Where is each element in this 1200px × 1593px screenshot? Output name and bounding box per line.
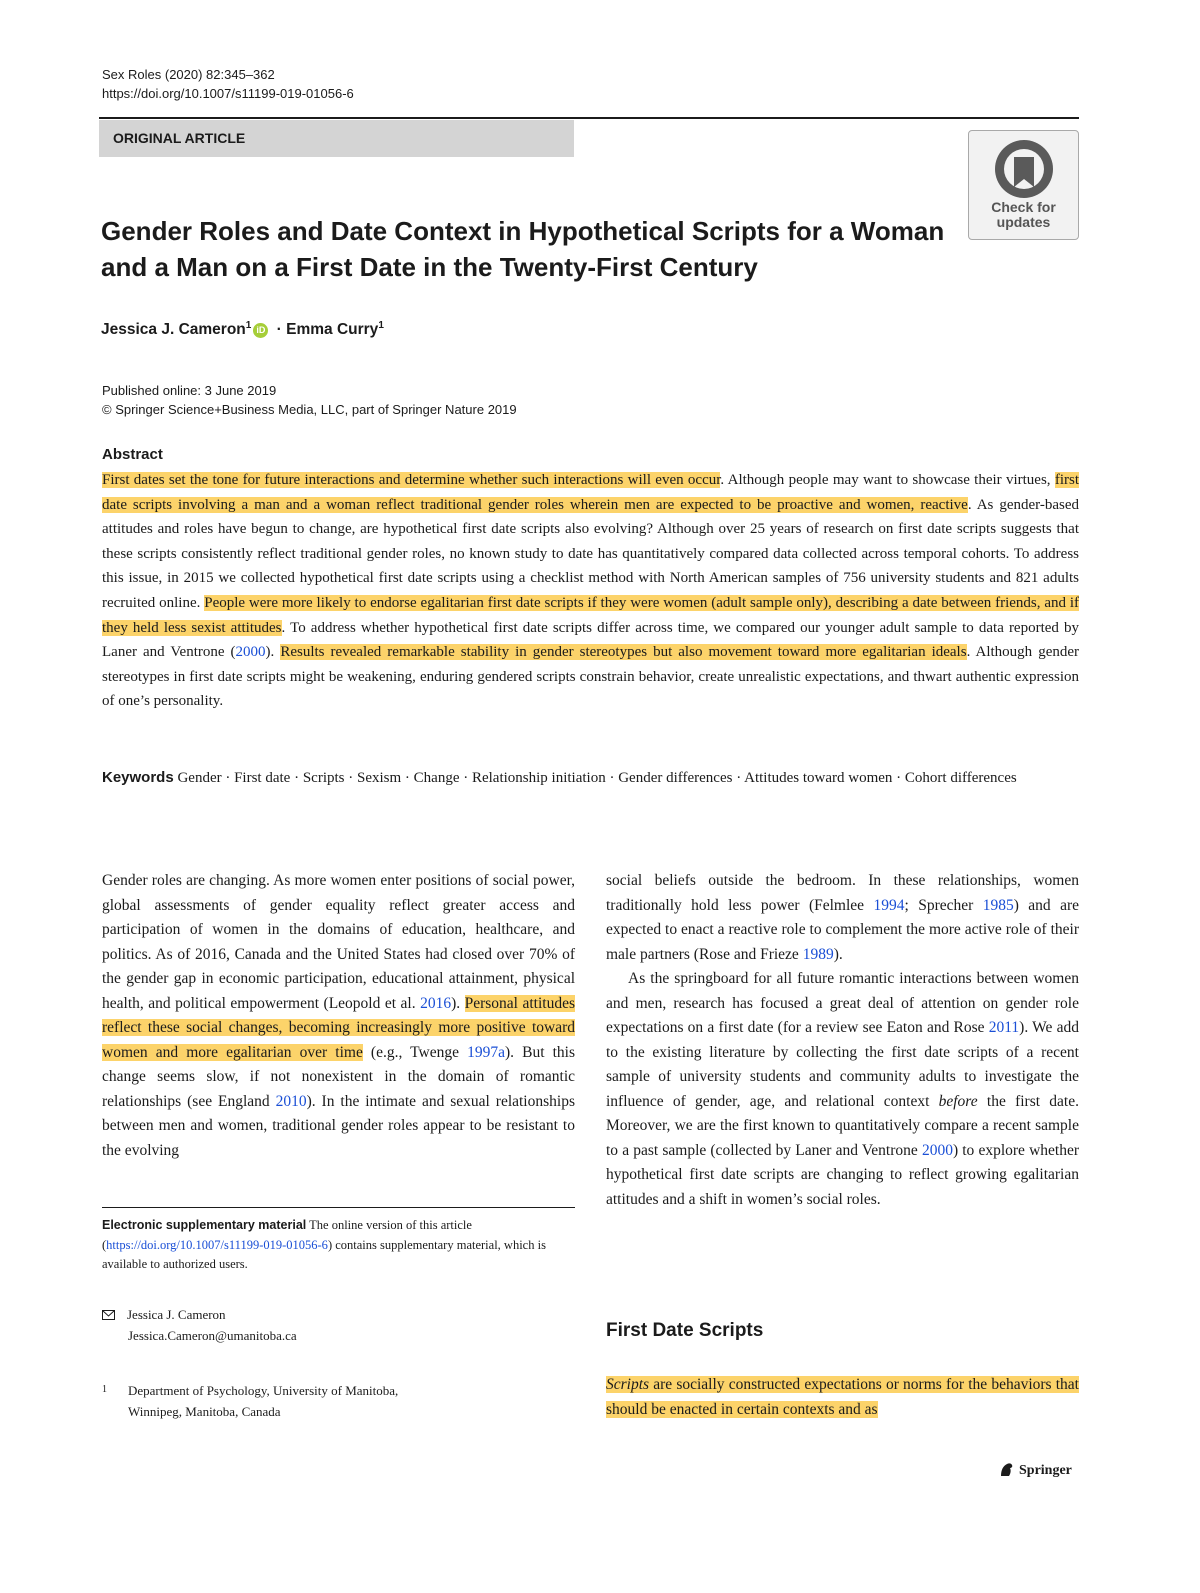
header-rule xyxy=(99,117,1079,119)
section-body xyxy=(606,1373,1079,1422)
citation-link[interactable]: 2000 xyxy=(235,644,266,661)
body-paragraph xyxy=(606,869,1079,967)
abstract-text-segment: ). xyxy=(265,644,281,661)
publisher-logo xyxy=(998,1460,1072,1479)
journal-reference xyxy=(102,65,354,103)
abstract-text-segment: . Although people may want to showcase their virtues, xyxy=(720,472,1055,488)
highlighted-text: People were more likely to endorse egalitarian first date scripts if they were women (adult sample only), describing a date between friends, and if they held less sexist attitudes xyxy=(102,594,1079,636)
check-for-updates-badge[interactable] xyxy=(968,130,1079,240)
author-list xyxy=(101,320,384,339)
body-text: social beliefs outside the bedroom. In these relationships, women traditionally hold less power (Felmlee xyxy=(606,872,1079,914)
author-name[interactable]: Emma Curry xyxy=(286,321,379,339)
keywords xyxy=(102,766,1079,791)
journal-citation: Sex Roles (2020) 82:345–362 xyxy=(102,67,275,82)
affiliation-marker: 1 xyxy=(378,320,384,331)
body-text: the first date. Moreover, we are the first known to quantitatively compare a recent sample to a past sample (collected by Laner and Ventrone xyxy=(606,1092,1079,1159)
citation-link[interactable]: 1985 xyxy=(982,896,1014,914)
body-text: Gender roles are changing. As more women enter positions of social power, global assessments of gender equality reflect greater access and participation of women in the domains of education, healthcare, and politics. As of 2016, Canada and the United States had closed over 70% of the gender gap in economic participation, educational attainment, physical health, and political empowerment (Leopold et al. xyxy=(102,872,575,1012)
corresponding-author-name: Jessica J. Cameron xyxy=(127,1307,226,1322)
affiliation xyxy=(102,1380,398,1422)
abstract-text-segment: . As gender-based attitudes and roles have begun to change, are hypothetical first date scripts also evolving? Although over 25 years of research on first date scripts suggests that these scripts consistently reflect traditional gender roles, no known study to date has quantitatively compared data collected across temporal cohorts. To address this issue, in 2015 we collected hypothetical first date scripts using a checklist method with North American samples of 756 university students and 821 adults recruited online. xyxy=(102,496,1079,611)
keywords-label: Keywords xyxy=(102,769,174,786)
body-text: ). xyxy=(451,994,465,1012)
body-text: ). But this change seems slow, if not nonexistent in the domain of romantic relationships (see England xyxy=(102,1043,575,1110)
check-updates-label: Check for updates xyxy=(991,199,1056,230)
body-paragraph xyxy=(606,967,1079,1212)
abstract-text xyxy=(102,468,1079,714)
author-name[interactable]: Jessica J. Cameron xyxy=(101,321,246,339)
orcid-icon[interactable]: iD xyxy=(253,323,268,338)
body-text: ). In the intimate and sexual relationships between men and women, traditional gender roles appear to be resistant to the evolving xyxy=(102,1092,575,1159)
citation-link[interactable]: 2000 xyxy=(921,1141,953,1159)
body-right-column xyxy=(606,869,1079,1212)
article-doi[interactable]: https://doi.org/10.1007/s11199-019-01056-6 xyxy=(102,86,354,101)
affiliation-line: Department of Psychology, University of Manitoba, xyxy=(128,1383,399,1398)
highlighted-emphasis: Scripts xyxy=(606,1376,650,1393)
highlighted-text: are socially constructed expectations or norms for the behaviors that should be enacted in certain contexts and as xyxy=(606,1376,1079,1418)
body-text: ). We add to the existing literature by collecting the first date scripts of a recent sample of university students and community adults to investigate the influence of gender, age, and relational context xyxy=(606,1019,1079,1110)
publisher-name: Springer xyxy=(1019,1463,1072,1478)
citation-link[interactable]: 1994 xyxy=(873,896,905,914)
supplementary-link[interactable]: https://doi.org/10.1007/s11199-019-01056-6 xyxy=(106,1237,328,1252)
section-heading: First Date Scripts xyxy=(606,1320,764,1341)
citation-link[interactable]: 1997a xyxy=(467,1043,505,1061)
check-updates-icon xyxy=(989,137,1059,203)
emphasis-text: before xyxy=(938,1092,978,1110)
article-title: Gender Roles and Date Context in Hypothetical Scripts for a Woman and a Man on a First Date in the Twenty-First Century xyxy=(101,216,945,282)
supplementary-text: The online version of this article ( xyxy=(102,1218,472,1252)
body-text: ). xyxy=(833,945,843,963)
body-text: (e.g., Twenge xyxy=(362,1043,468,1061)
citation-link[interactable]: 2010 xyxy=(275,1092,307,1110)
publication-info xyxy=(102,381,517,419)
affiliation-marker: 1 xyxy=(245,320,252,331)
highlighted-text: First dates set the tone for future interactions and determine whether such interactions will even occur xyxy=(102,472,721,488)
abstract-text-segment: . Although gender stereotypes in first date scripts might be weakening, enduring gendered scripts constrain behavior, create unrealistic expectations, and thwart authentic expression of one’s personality. xyxy=(102,644,1080,710)
body-text: ) to explore whether hypothetical first date scripts are changing to reflect growing egalitarian attitudes and a shift in women’s social roles. xyxy=(606,1141,1079,1208)
body-text: As the springboard for all future romantic interactions between women and men, research has focused a great deal of attention on gender role expectations on a first date (for a review see Eaton and Rose xyxy=(606,970,1079,1036)
supplementary-text: ) contains supplementary material, which is available to authorized users. xyxy=(102,1237,546,1271)
envelope-icon xyxy=(102,1310,115,1320)
supplementary-note xyxy=(102,1216,575,1275)
citation-link[interactable]: 1989 xyxy=(802,945,834,963)
highlighted-text: Results revealed remarkable stability in gender stereotypes but also movement toward more egalitarian ideals xyxy=(280,644,967,661)
corresponding-author-email[interactable]: Jessica.Cameron@umanitoba.ca xyxy=(128,1328,297,1343)
corresponding-author xyxy=(102,1304,297,1346)
published-date: Published online: 3 June 2019 xyxy=(102,383,277,398)
springer-horse-icon xyxy=(998,1460,1016,1478)
body-text: ; Sprecher xyxy=(904,896,983,914)
citation-link[interactable]: 2011 xyxy=(988,1019,1020,1036)
copyright-notice: © Springer Science+Business Media, LLC, part of Springer Nature 2019 xyxy=(102,402,517,417)
abstract-heading: Abstract xyxy=(102,446,163,463)
footnote-rule xyxy=(102,1207,575,1208)
citation-link[interactable]: 2016 xyxy=(420,994,452,1012)
keywords-list: Gender · First date · Scripts · Sexism · Change · Relationship initiation · Gender differences · Attitudes toward women · Cohort differences xyxy=(177,770,1017,786)
highlighted-text: Personal attitudes reflect these social changes, becoming increasingly more positive toward women and more egalitarian over time xyxy=(102,994,575,1061)
highlighted-text: first date scripts involving a man and a woman reflect traditional gender roles wherein men are expected to be proactive and women, reactive xyxy=(102,472,1079,513)
affiliation-line: Winnipeg, Manitoba, Canada xyxy=(128,1404,281,1419)
article-type-label: ORIGINAL ARTICLE xyxy=(99,120,574,157)
author-separator: · xyxy=(276,321,282,339)
abstract-text-segment: . To address whether hypothetical first date scripts differ across time, we compared our younger adult sample to data reported by Laner and Ventrone ( xyxy=(102,619,1080,661)
body-text: ) and are expected to enact a reactive role to complement the more active role of their male partners (Rose and Frieze xyxy=(606,896,1080,963)
affiliation-number: 1 xyxy=(102,1384,107,1395)
body-left-column xyxy=(102,869,575,1163)
supplementary-label: Electronic supplementary material xyxy=(102,1218,307,1232)
